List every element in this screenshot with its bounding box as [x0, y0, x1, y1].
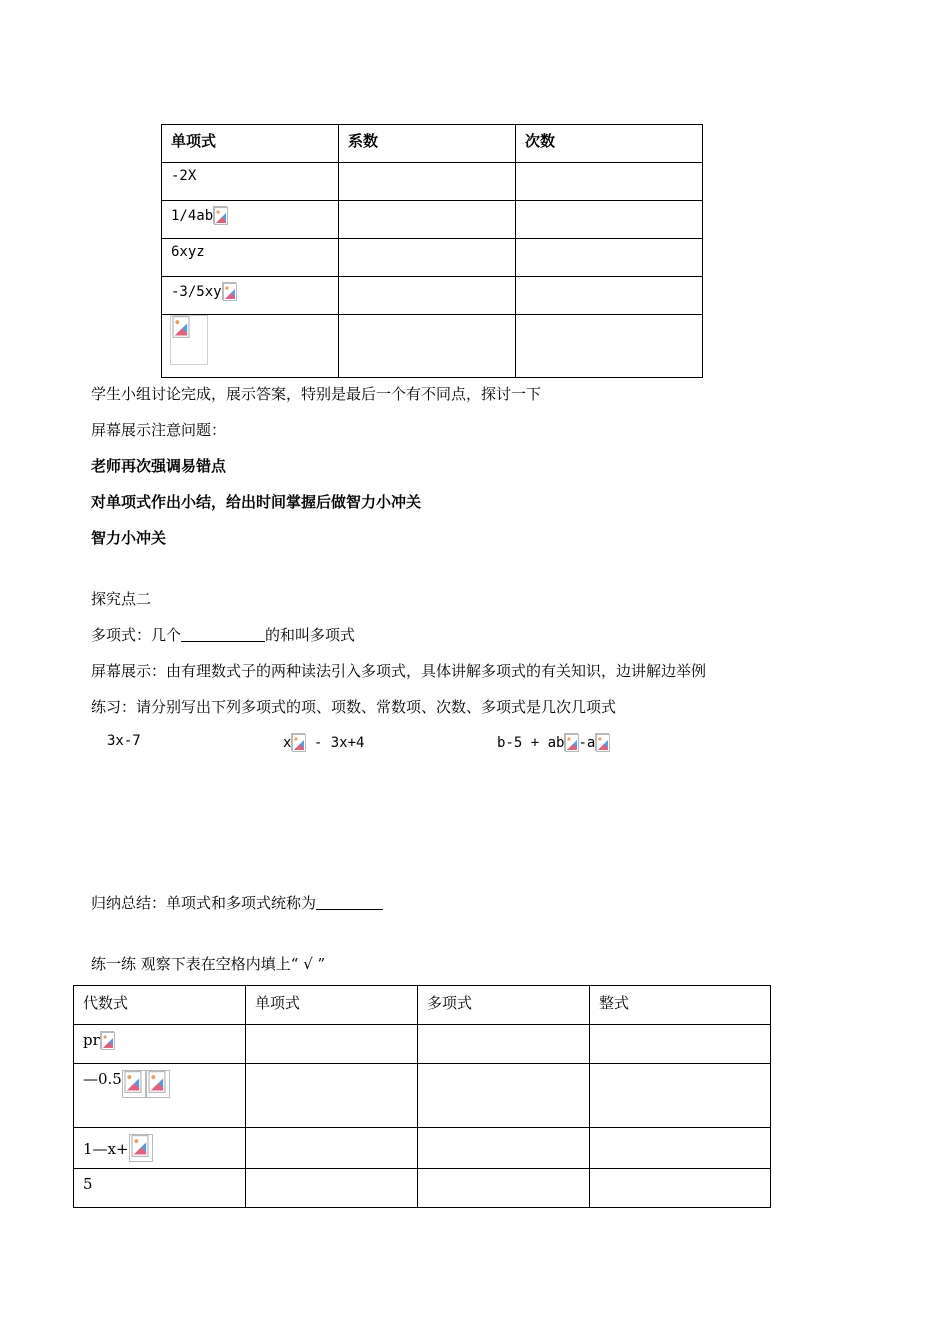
expression-cell: [74, 1064, 246, 1128]
table-row: [162, 239, 703, 277]
check-cell-monomial[interactable]: [246, 1025, 418, 1064]
check-cell-integral[interactable]: [590, 1128, 771, 1169]
header-algebraic-expression: 代数式: [74, 986, 246, 1025]
coefficient-cell[interactable]: [339, 201, 516, 239]
fill-blank[interactable]: [181, 627, 265, 642]
check-cell-polynomial[interactable]: [418, 1025, 590, 1064]
expr-part: -a: [578, 735, 596, 751]
broken-image-icon: [213, 206, 227, 224]
monomial-cell: [162, 277, 339, 315]
discussion-text: 学生小组讨论完成，展示答案，特别是最后一个有不同点，探讨一下: [91, 385, 542, 403]
exercise-instructions: 练习：请分别写出下列多项式的项、项数、常数项、次数、多项式是几次几项式: [91, 698, 617, 716]
table-row: [74, 1128, 771, 1169]
broken-image-icon: [170, 315, 208, 365]
check-cell-integral[interactable]: [590, 1169, 771, 1208]
header-coefficient: 系数: [339, 125, 516, 163]
table-row: [162, 315, 703, 378]
summary-heading: 对单项式作出小结，给出时间掌握后做智力小冲关: [91, 493, 422, 511]
header-polynomial: 多项式: [418, 986, 590, 1025]
degree-cell[interactable]: [516, 163, 703, 201]
expression-cell: [74, 1128, 246, 1169]
header-monomial: 单项式: [246, 986, 418, 1025]
definition-text-end: 的和叫多项式: [265, 626, 356, 644]
check-cell-monomial[interactable]: [246, 1128, 418, 1169]
degree-cell[interactable]: [516, 277, 703, 315]
summary-text: 归纳总结：单项式和多项式统称为: [91, 894, 317, 912]
check-cell-integral[interactable]: [590, 1025, 771, 1064]
monomial-cell: [162, 201, 339, 239]
header-degree: 次数: [516, 125, 703, 163]
broken-image-icon: [129, 1134, 153, 1162]
monomial-cell: [162, 239, 339, 277]
expr-text: 5: [83, 1175, 93, 1193]
practice-instructions: 练一练 观察下表在空格内填上“ √ ”: [91, 955, 326, 973]
broken-image-icon: [291, 733, 305, 751]
expr-text: -3/5xy: [171, 284, 222, 300]
broken-image-icon: [595, 733, 609, 751]
degree-cell[interactable]: [516, 239, 703, 277]
monomial-cell: [162, 315, 339, 378]
classification-table: [73, 985, 771, 1208]
check-cell-polynomial[interactable]: [418, 1169, 590, 1208]
expr-text: -2X: [171, 168, 197, 184]
coefficient-cell[interactable]: [339, 163, 516, 201]
table-row: [74, 1169, 771, 1208]
polynomial-definition: [91, 624, 355, 645]
induction-summary: [91, 892, 383, 913]
expr-part: b-5 + ab: [497, 735, 565, 751]
table-row: [162, 163, 703, 201]
check-cell-monomial[interactable]: [246, 1169, 418, 1208]
exercise-expression-3: [497, 733, 609, 751]
check-cell-integral[interactable]: [590, 1064, 771, 1128]
coefficient-cell[interactable]: [339, 315, 516, 378]
expr-part: - 3x+4: [305, 735, 365, 751]
expression-cell: [74, 1169, 246, 1208]
expr-text: 1—x+: [83, 1140, 129, 1158]
table-row: [74, 1025, 771, 1064]
table-row: [74, 1064, 771, 1128]
screen-notes-text: 屏幕展示注意问题：: [91, 421, 227, 439]
definition-text-start: 多项式：几个: [91, 626, 182, 644]
monomial-table: [161, 124, 703, 378]
exercise-expression-2: [283, 733, 364, 751]
check-cell-monomial[interactable]: [246, 1064, 418, 1128]
coefficient-cell[interactable]: [339, 239, 516, 277]
table-row: [162, 201, 703, 239]
expr-text: 6xyz: [171, 244, 205, 260]
expr-text: —0.5: [83, 1070, 122, 1088]
expression-cell: [74, 1025, 246, 1064]
expr-text: pr: [83, 1031, 100, 1049]
exercise-expression-1: 3x-7: [107, 733, 141, 749]
expr-text: 1/4ab: [171, 208, 214, 224]
broken-image-icon: [100, 1031, 114, 1049]
broken-image-icon: [222, 282, 236, 300]
degree-cell[interactable]: [516, 201, 703, 239]
monomial-table-header-row: [162, 125, 703, 163]
degree-cell[interactable]: [516, 315, 703, 378]
monomial-cell: [162, 163, 339, 201]
check-cell-polynomial[interactable]: [418, 1064, 590, 1128]
exploration-heading: 探究点二: [91, 590, 152, 608]
check-cell-polynomial[interactable]: [418, 1128, 590, 1169]
challenge-heading: 智力小冲关: [91, 529, 167, 547]
header-integral-expression: 整式: [590, 986, 771, 1025]
broken-image-icon: [146, 1070, 170, 1098]
broken-image-icon: [564, 733, 578, 751]
fill-blank[interactable]: [316, 895, 383, 910]
table-row: [162, 277, 703, 315]
coefficient-cell[interactable]: [339, 277, 516, 315]
screen-display-text: 屏幕展示：由有理数式子的两种读法引入多项式，具体讲解多项式的有关知识，边讲解边举例: [91, 662, 707, 680]
classification-table-header-row: [74, 986, 771, 1025]
expr-part: x: [283, 735, 292, 751]
broken-image-icon: [122, 1070, 146, 1098]
mistakes-heading: 老师再次强调易错点: [91, 457, 227, 475]
header-monomial: 单项式: [162, 125, 339, 163]
